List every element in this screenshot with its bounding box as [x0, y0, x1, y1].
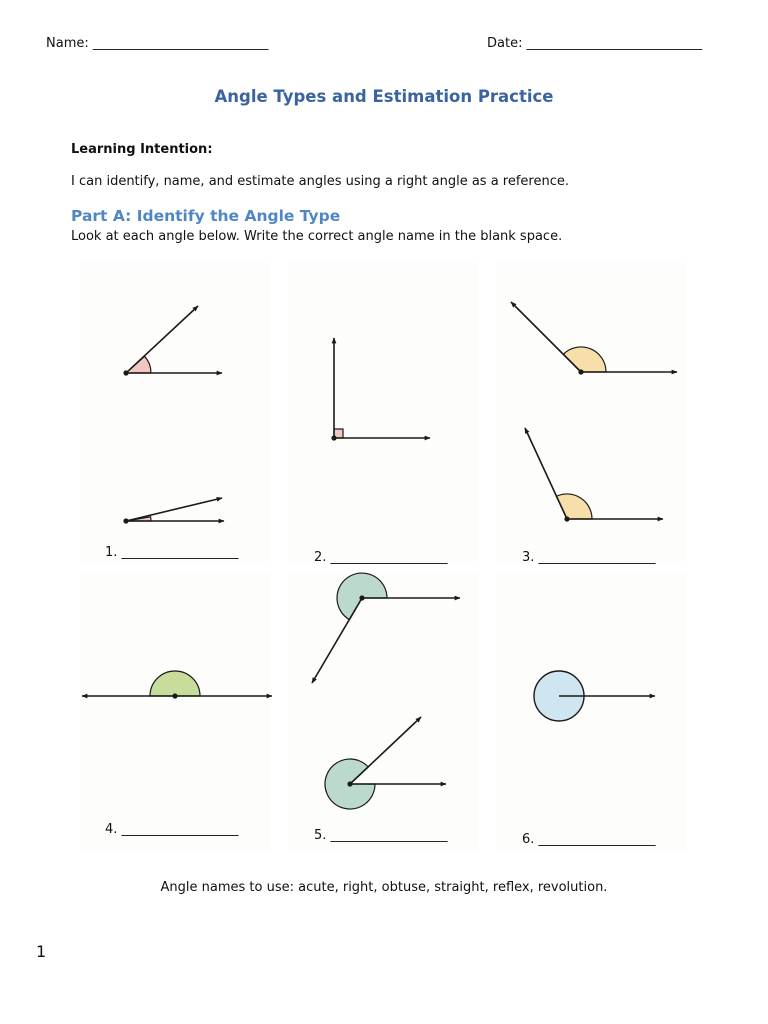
learning-intention-text: I can identify, name, and estimate angles using a right angle as a reference.	[71, 174, 569, 189]
learning-intention-heading: Learning Intention:	[71, 142, 213, 157]
answer-line-6[interactable]: 6. __________________	[522, 832, 656, 847]
angle-names-hint: Angle names to use: acute, right, obtuse, straight, reflex, revolution.	[160, 880, 608, 895]
straight-angle-diagram	[82, 671, 272, 699]
revolution-angle-diagram	[534, 671, 655, 721]
page-number: 1	[36, 942, 47, 961]
date-field[interactable]: Date: ___________________________	[487, 36, 703, 51]
obtuse-angle-diagram-1	[511, 302, 677, 375]
page-title: Angle Types and Estimation Practice	[214, 87, 554, 106]
reflex-angle-diagram-1	[312, 573, 460, 683]
part-a-heading: Part A: Identify the Angle Type	[71, 207, 341, 225]
reflex-angle-diagram-2	[325, 717, 446, 809]
answer-line-5[interactable]: 5. __________________	[314, 828, 448, 843]
answer-line-4[interactable]: 4. __________________	[105, 822, 239, 837]
acute-angle-diagram-2	[123, 498, 224, 524]
right-angle-diagram	[331, 338, 430, 441]
name-field[interactable]: Name: ___________________________	[46, 36, 269, 51]
answer-line-3[interactable]: 3. __________________	[522, 550, 656, 565]
acute-angle-diagram-1	[123, 306, 222, 376]
answer-line-2[interactable]: 2. __________________	[314, 550, 448, 565]
part-a-instruction: Look at each angle below. Write the correct angle name in the blank space.	[71, 229, 563, 244]
answer-line-1[interactable]: 1. __________________	[105, 545, 239, 560]
obtuse-angle-diagram-2	[525, 428, 663, 522]
